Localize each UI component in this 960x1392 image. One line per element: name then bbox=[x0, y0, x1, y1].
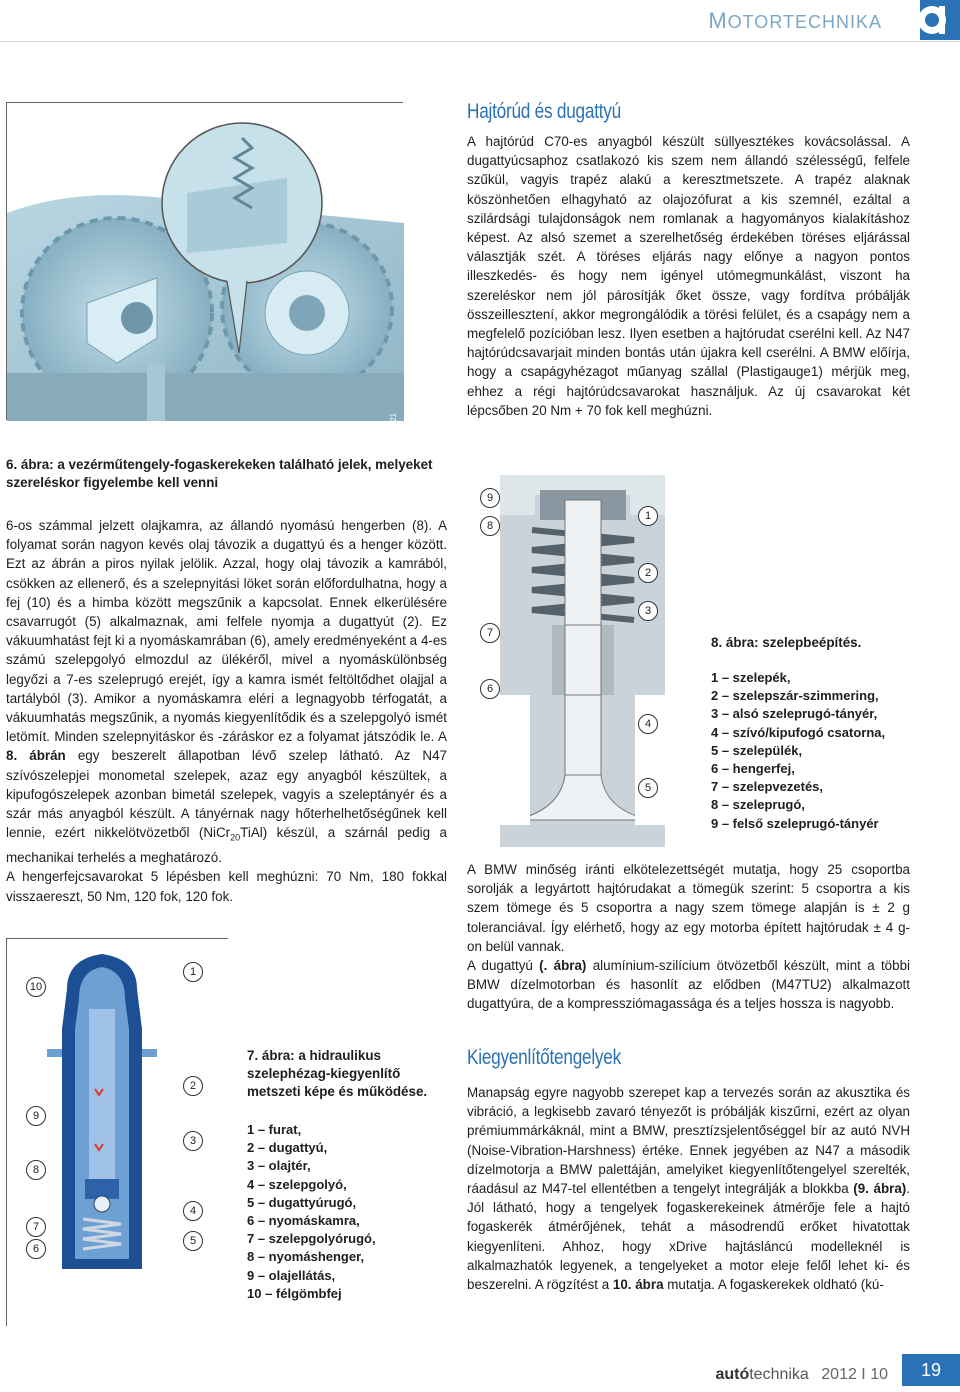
fig8-item: 5 – szelepülék, bbox=[711, 742, 803, 758]
footer-brand-bold: autó bbox=[715, 1366, 750, 1383]
section-title-balance-shafts: Kiegyenlítőtengelyek bbox=[467, 1046, 622, 1069]
fig7-item: 3 – olajtér, bbox=[247, 1158, 311, 1174]
left-column-text bbox=[6, 516, 447, 906]
fig7-item: 10 – félgömbfej bbox=[247, 1285, 342, 1301]
fig8-label-2: 2 bbox=[638, 563, 658, 583]
fig7-label-6: 6 bbox=[26, 1239, 46, 1259]
fig8-label-1: 1 bbox=[638, 506, 658, 526]
fig7-item: 9 – olajellátás, bbox=[247, 1267, 336, 1283]
figure-7-legend bbox=[247, 1121, 447, 1303]
fig7-label-1: 1 bbox=[183, 962, 203, 982]
footer-issue: 2012 I 10 bbox=[821, 1366, 888, 1383]
fig7-item: 1 – furat, bbox=[247, 1122, 302, 1137]
fig7-label-7: 7 bbox=[26, 1217, 46, 1237]
fig7-item: 5 – dugattyúrugó, bbox=[247, 1194, 357, 1210]
figure-8-image bbox=[470, 475, 695, 847]
magazine-title bbox=[708, 8, 882, 34]
right-section-2-text bbox=[467, 1083, 910, 1294]
magazine-logo-icon bbox=[890, 0, 960, 40]
piston-b: (. ábra) bbox=[539, 958, 587, 974]
fig7-item: 8 – nyomáshenger, bbox=[247, 1249, 365, 1265]
right-paragraph-piston bbox=[467, 956, 910, 1014]
fig8-item: 1 – szelepék, bbox=[711, 670, 791, 685]
header-divider bbox=[0, 41, 960, 42]
fig7-label-2: 2 bbox=[183, 1076, 203, 1096]
fig7-label-4: 4 bbox=[183, 1201, 203, 1221]
right-paragraph-weight-groups: A BMW minőség iránti elkötelezettségét mutatja, hogy 25 csoportba sorolják a legyártott hajtórudakat a tömegük szerint: 5 csoportra a kis szem tömege és 5 csoportra a nagy szem tömege alapján is ± 2 g toleranciával. Így elérhető, hogy az egy motorba épített hajtórudak ± 4 g-on belül vannak. bbox=[467, 862, 910, 954]
figure-7-caption: 7. ábra: a hidraulikus szelephézag-kiegyenlítő metszeti képe és működése. bbox=[247, 1048, 428, 1099]
fig8-label-5: 5 bbox=[638, 778, 658, 798]
figure-6-image bbox=[6, 102, 403, 446]
left-p1-sub: 20 bbox=[230, 832, 241, 843]
fig7-item: 7 – szelepgolyórugó, bbox=[247, 1231, 376, 1247]
bs-c: . Jól látható, hogy a tengelyek fogaskerekeinek átmérője fele a hajtó fogaskerék átmérőjének, tehát a másodrendű erőket hivatottak kiegyenlíteni. Ahhoz, hogy xDrive hajtásláncú modelleknél is alkalmazhatók legyenek, a tengelyeket a motor eleje felől lehet ki- és beszerelni. A rögzítést a bbox=[467, 1181, 910, 1293]
fig8-item: 6 – hengerfej, bbox=[711, 761, 795, 777]
piston-c: alumínium-szilícium ötvözetből készült, mint a többi BMW dízelmotorban és hasonlít az elődben (M47TU2) alkalmazott dugattyúra, de a kompressziómagassága és a teljes hossza is nagyobb. bbox=[467, 958, 910, 1012]
bs-b: (9. ábra) bbox=[853, 1181, 907, 1197]
figure-6-stamp: TM-2021 bbox=[389, 413, 398, 446]
right-column-text-2 bbox=[467, 860, 910, 1014]
fig8-item: 3 – alsó szeleprugó-tányér, bbox=[711, 706, 878, 722]
bs-d: 10. ábra bbox=[612, 1277, 664, 1293]
fig7-label-8: 8 bbox=[26, 1160, 46, 1180]
figure-6-caption: 6. ábra: a vezérműtengely-fogaskerekeken található jelek, melyeket szereléskor figyelembe kell venni bbox=[6, 457, 433, 490]
fig8-item: 8 – szeleprugó, bbox=[711, 797, 805, 813]
footer-brand bbox=[715, 1366, 888, 1384]
fig7-label-3: 3 bbox=[183, 1131, 203, 1151]
fig7-item: 4 – szelepgolyó, bbox=[247, 1176, 347, 1192]
fig7-item: 2 – dugattyú, bbox=[247, 1140, 328, 1156]
section-title-connecting-rod: Hajtórúd és dugattyú bbox=[467, 100, 621, 123]
left-paragraph-1 bbox=[6, 516, 447, 867]
left-p1-b: egy beszerelt állapotban lévő szelep látható. Az N47 szívószelepjei monometal szelepek, azaz egy anyagból készültek, a kipufogószelepek azonban bimetál szelepek, vagyis a szeleptányér és a szár más anyagból készült. A tányérnak nagy hőterhelhetőségűnek kell lennie, ezért nikkelötvözetből (NiCr bbox=[6, 748, 447, 841]
bs-e: mutatja. A fogaskerekek oldható (kú- bbox=[663, 1277, 884, 1293]
left-p1-bold: 8. ábrán bbox=[6, 748, 66, 764]
page-number: 19 bbox=[902, 1354, 960, 1386]
left-p1-a: 6-os számmal jelzett olajkamra, az állandó nyomású hengerben (8). A folyamat során nagyon kevés olaj távozik a dugattyú és a henger között. Ezt az ábrán a piros nyilak jelölik. Azzal, hogy olaj távozik a kamrából, csökken az ellenerő, és a szelepnyitási löket során előfordulhatna, hogy a fej (10) és a himba között megszűnik a kapcsolat. Ennek elkerülésére csavarrugót (5) alkalmaznak, ami felfele nyomja a dugattyút (2). Ez vákuumhatást fejt ki a nyomáskamrában (6), amely eredményeként a 4-es számú szelepgolyó elmozdul az ülékéről, mivel a nyomáskülönbség legyőzi a 7-es szeleprugó erejét, így a kamra ismét feltöltődhet olajjal a tartályból (3). Amikor a nyomáskamra eléri a legnagyobb térfogatát, a vákuumhatás megszűnik, a nyomás kiegyenlítődik és a szelepgolyó ismét letömít. Minden szelepnyitáskor és -záráskor ez a folyamat játszódik le. A bbox=[6, 518, 447, 745]
fig8-label-7: 7 bbox=[480, 623, 500, 643]
balance-shafts-paragraph bbox=[467, 1083, 910, 1294]
fig7-label-5: 5 bbox=[183, 1231, 203, 1251]
right-section-1-text: A hajtórúd C70-es anyagból készült süllyesztékes kovácsolással. A dugattyúcsaphoz csatlakozó kis szem nem állandó szélességű, felfele szűkül, vagyis trapéz alakú a keresztmetszete. A trapéz alaknak köszönhetően elhagyható az olajozófurat a kis szemnél, ezáltal a szilárdsági tulajdonságok nem romlanak a hagyományos kialakításhoz képest. Az alsó szemet a szerelhetőség érdekében töréses eljárással választják szét. A töréses eljárás nagy előnye a nagyon pontos illeszkedés- és hogy nem igényel utómegmunkálást, viszont ha szereléskor nem jól párosítják őket össze, vagy fordítva próbálják összeillesztení, akkor megrongálódik a törési felület, és a csapágy nem a megfelelő pozícióban lesz. Ilyen esetben a hajtórudat cserélni kell. Az N47 hajtórúdcsavarjait minden bontás után újakra kell cserélni. A BMW előírja, hogy a csapágyhézagot műanyag szállal (Plastigauge1) mérjük meg, ehhez a régi hajtórúdcsavarokat használjuk. Az új csavarokat két lépcsőben 20 Nm + 70 fok kell meghúzni. bbox=[467, 134, 910, 418]
fig8-item: 2 – szelepszár-szimmering, bbox=[711, 688, 879, 704]
fig8-label-9: 9 bbox=[480, 488, 500, 508]
footer-brand-rest: technika bbox=[749, 1366, 809, 1383]
title-initial: M bbox=[708, 8, 728, 33]
fig8-label-8: 8 bbox=[480, 516, 500, 536]
bs-a: Manapság egyre nagyobb szerepet kap a tervezés során az akusztika és vibráció, a legkisebb zavaró tényezőt is próbálják kiszűrni, ezért az olyan prémiummárkáknál, mint a BMW, presztízsjelentőséggel bír az autó NVH (Noise-Vibration-Harshness) értéke. Ennek jegyében az N47 a második dízelmotorja a BMW palettáján, amelyiket kiegyenlítőtengelyel szerelték, ráadásul az M47-tel ellentétben a tengelyt integrálják a blokkba bbox=[467, 1085, 910, 1197]
fig7-label-10: 10 bbox=[26, 977, 46, 997]
fig8-label-6: 6 bbox=[480, 679, 500, 699]
fig8-item: 9 – felső szeleprugó-tányér bbox=[711, 815, 879, 831]
piston-a: A dugattyú bbox=[467, 958, 540, 974]
left-p1-c: TiAl) készül, a szárnál pedig a mechanikai terhelés a meghatározó. bbox=[6, 825, 447, 866]
fig7-label-9: 9 bbox=[26, 1106, 46, 1126]
title-rest: OTORTECHNIKA bbox=[727, 12, 882, 32]
fig8-item: 4 – szívó/kipufogó csatorna, bbox=[711, 724, 886, 740]
fig8-label-4: 4 bbox=[638, 714, 658, 734]
fig8-label-3: 3 bbox=[638, 601, 658, 621]
fig8-item: 7 – szelepvezetés, bbox=[711, 779, 824, 795]
fig7-item: 6 – nyomáskamra, bbox=[247, 1213, 360, 1229]
figure-8-caption: 8. ábra: szelepbeépítés. bbox=[711, 635, 862, 650]
figure-8-legend bbox=[711, 669, 951, 833]
left-paragraph-2: A hengerfejcsavarokat 5 lépésben kell meghúzni: 70 Nm, 180 fokkal visszaereszt, 50 Nm, 120 fok, 120 fok. bbox=[6, 869, 447, 904]
